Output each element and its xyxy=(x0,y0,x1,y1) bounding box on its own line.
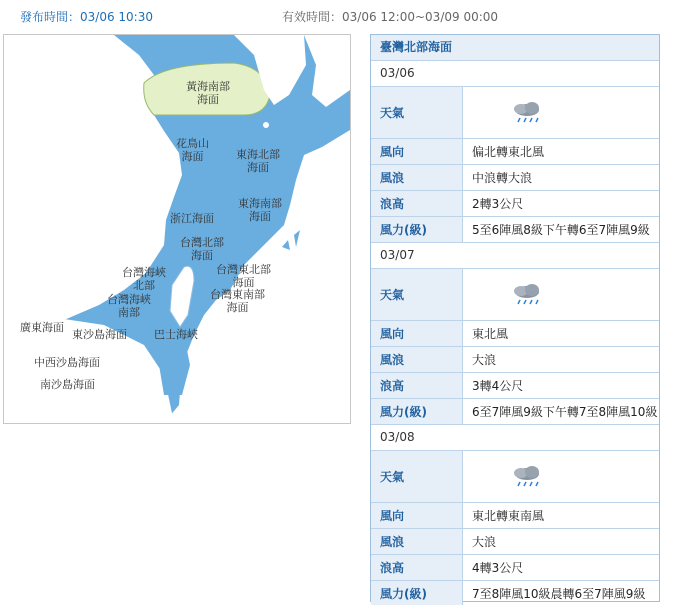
wave-height-value: 3轉4公尺 xyxy=(472,379,524,393)
wind-force-label: 風力(級) xyxy=(371,581,463,605)
wave-value: 大浪 xyxy=(472,535,497,549)
header-bar xyxy=(0,0,680,30)
weather-row xyxy=(371,269,659,321)
label-central-west-sha[interactable]: 中西沙島海面 xyxy=(34,356,100,369)
wind-force-value: 6至7陣風9級下午轉7至8陣風10級 xyxy=(472,405,658,419)
rain-cloud-icon xyxy=(472,101,582,125)
wave-height-row xyxy=(371,555,659,581)
date-row: 03/08 xyxy=(371,425,659,451)
sea-area-map xyxy=(3,34,351,424)
wave-height-row xyxy=(371,191,659,217)
label-taiwan-strait-south[interactable]: 台灣海峽 南部 xyxy=(107,293,151,319)
weather-label: 天氣 xyxy=(371,87,463,138)
wind-force-row xyxy=(371,581,659,605)
weather-row xyxy=(371,451,659,503)
wind-force-value: 5至6陣風8級下午轉6至7陣風9級 xyxy=(472,223,650,237)
valid-time xyxy=(282,8,498,25)
wind-dir-row xyxy=(371,503,659,529)
weather-label: 天氣 xyxy=(371,451,463,502)
weather-row xyxy=(371,87,659,139)
wave-row xyxy=(371,165,659,191)
wave-row xyxy=(371,529,659,555)
wind-dir-label: 風向 xyxy=(371,503,463,528)
wind-dir-value: 東北轉東南風 xyxy=(472,509,545,523)
label-east-sea-south[interactable]: 東海南部 海面 xyxy=(238,197,282,223)
weather-label: 天氣 xyxy=(371,269,463,320)
wind-dir-row xyxy=(371,321,659,347)
publish-time xyxy=(20,8,153,25)
wave-label: 風浪 xyxy=(371,529,463,554)
label-bashi[interactable]: 巴士海峽 xyxy=(154,328,198,341)
valid-time-label: 有效時間： xyxy=(282,10,343,24)
valid-time-value: 03/06 12:00~03/09 00:00 xyxy=(342,10,499,24)
wind-dir-label: 風向 xyxy=(371,321,463,346)
publish-time-label: 發布時間： xyxy=(20,10,81,24)
wind-force-row xyxy=(371,217,659,243)
label-guangdong[interactable]: 廣東海面 xyxy=(20,321,64,334)
wave-height-row xyxy=(371,373,659,399)
rain-cloud-icon xyxy=(472,465,582,489)
panel-title: 臺灣北部海面 xyxy=(371,35,659,61)
label-taiwan-strait-north[interactable]: 台灣海峽 北部 xyxy=(122,266,166,292)
wave-value: 大浪 xyxy=(472,353,497,367)
wave-height-label: 浪高 xyxy=(371,373,463,398)
wave-height-value: 2轉3公尺 xyxy=(472,197,524,211)
wave-label: 風浪 xyxy=(371,347,463,372)
label-nansha[interactable]: 南沙島海面 xyxy=(40,378,95,391)
label-huaniaoshan[interactable]: 花鳥山 海面 xyxy=(176,137,209,163)
wave-row xyxy=(371,347,659,373)
label-zhejiang[interactable]: 浙江海面 xyxy=(170,212,214,225)
label-yellow-sea-south[interactable]: 黃海南部 海面 xyxy=(186,80,230,106)
wind-dir-label: 風向 xyxy=(371,139,463,164)
wave-height-label: 浪高 xyxy=(371,191,463,216)
wind-force-value: 7至8陣風10級晨轉6至7陣風9級 xyxy=(472,586,646,601)
date-row: 03/07 xyxy=(371,243,659,269)
label-dongsha[interactable]: 東沙島海面 xyxy=(72,328,127,341)
wave-height-label: 浪高 xyxy=(371,555,463,580)
wave-label: 風浪 xyxy=(371,165,463,190)
wind-force-label: 風力(級) xyxy=(371,217,463,242)
rain-cloud-icon xyxy=(472,283,582,307)
date-row: 03/06 xyxy=(371,61,659,87)
wind-dir-value: 偏北轉東北風 xyxy=(472,145,545,159)
wave-value: 中浪轉大浪 xyxy=(472,171,533,185)
wind-dir-value: 東北風 xyxy=(472,327,509,341)
publish-time-value: 03/06 10:30 xyxy=(80,10,153,24)
label-taiwan-southeast[interactable]: 台灣東南部 海面 xyxy=(210,288,265,314)
wind-force-row xyxy=(371,399,659,425)
wind-dir-row xyxy=(371,139,659,165)
forecast-panel xyxy=(370,34,660,602)
label-east-sea-north[interactable]: 東海北部 海面 xyxy=(236,148,280,174)
label-taiwan-north[interactable]: 台灣北部 海面 xyxy=(180,236,224,262)
wind-force-label: 風力(級) xyxy=(371,399,463,424)
wave-height-value: 4轉3公尺 xyxy=(472,561,524,575)
label-taiwan-northeast[interactable]: 台灣東北部 海面 xyxy=(216,263,271,289)
